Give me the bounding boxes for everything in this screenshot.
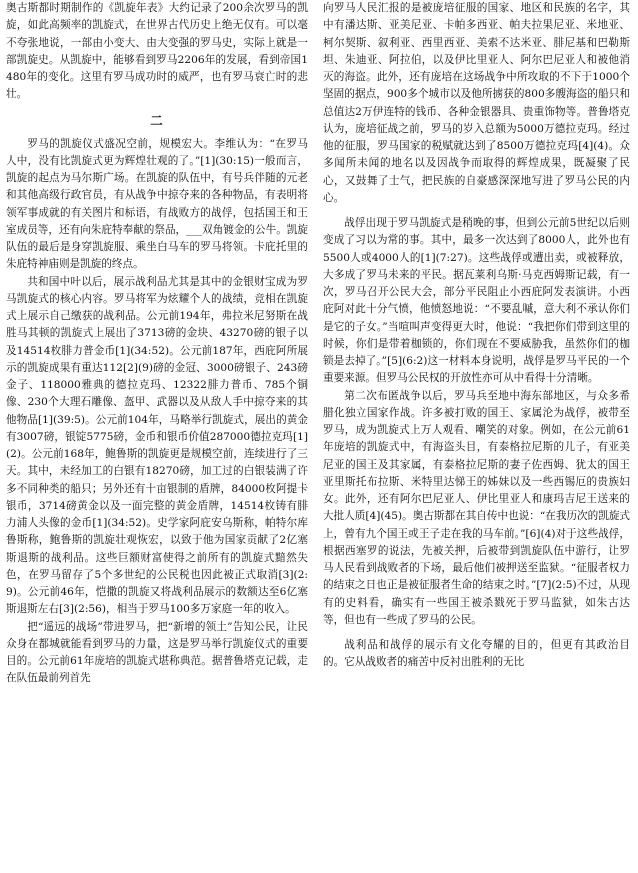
right-column: [323, 0, 630, 873]
political-purpose-paragraph: 战利品和战俘的展示有文化夸耀的目的，但更有其政治目的。它从战败者的痛苦中反衬出胜利的无比: [323, 639, 630, 669]
distant-battlefield-paragraph: 把“遥远的战场”带进罗马，把“新增的领土”告知公民，让民众身在都城就能看到罗马的力量，这是罗马举行凯旋仪式的重要目的。公元前61年庞培的凯旋式堪称典范。据普鲁塔克记载，走在队伍最前列首先: [6, 620, 308, 685]
conquered-nations-paragraph: 向罗马人民汇报的是被庞培征服的国家、地区和民族的名字，其中有潘达斯、亚美尼亚、卡帕多西亚、帕夫拉果尼亚、米地亚、柯尔契斯、叙利亚、西里西亚、美索不达米亚、腓尼基和巴勒斯坦、朱迪亚、阿拉伯，以及伊比里亚人、阿尔巴尼亚人和被他消灭的海盗。此外，还有庞培在这场战争中所攻取的不下于1000个坚固的据点，900多个城市以及他所掳获的800多艘海盗的船只和总值达2万伊连特的钱币、各种金银器具、贵重饰物等。普鲁塔克认为，庞培征战之前，罗马的岁入总额为5000万德拉克玛。经过他的征服，罗马国家的税赋就达到了8500万德拉克玛[4](4)。众多闻所未闻的地名以及因战争而取得的辉煌成果，既凝聚了民心，又鼓舞了士气，把民族的自豪感深深地写进了罗马公民的内心。: [323, 2, 630, 204]
left-column: [6, 0, 308, 873]
paragraph-gap: [323, 629, 630, 637]
spoils-paragraph: 共和国中叶以后，展示战利品尤其是其中的金银财宝成为罗马凯旋式的核心内容。罗马将军为炫耀个人的战绩，竞相在凯旋式上展示自己缴获的战利品。公元前194年，弗拉米尼努斯在战胜马其顿的凯旋式上展出了3713磅的金块、43270磅的银子以及14514枚腓力普金币[1](34:52)。公元前187年，西庇阿所展示的凯旋成果有重达112[2](9)磅的金冠、3000磅银子、243磅金子、118000雅典的德拉克玛、12322腓力普币、785个铜像、230个大理石雕像、盔甲、武器以及从敌人手中掠夺来的其他物品[1](39:5)。公元前104年，马略举行凯旋式，展出的黄金有3007磅，银锭5775磅，金币和银币价值287000德拉克玛[1](2)。公元前168年，鲍鲁斯的凯旋更是规模空前，连续进行了三天。其中，未经加工的白银有18270磅，加工过的白银装满了许多不同种类的船只；另外还有十亩银制的盾牌，84000枚阿提卡银币，3714磅黄金以及一面完整的黄金盾牌，14514枚铸有腓力浦人头像的金币[1](34:52)。史学家阿庇安乌斯称，帕特尔库鲁斯称，鲍鲁斯的凯旋壮观恢宏，以致于他为国家贡献了2亿塞斯退斯的战利品。这些巨额财富使得之前所有的凯旋式黯然失色，在罗马留存了5个多世纪的公民税也因此被正式取消[3](2:9)。公元前46年，恺撒的凯旋又将战利品展示的数额达至6亿塞斯退斯左右[3](2:56)，相当于罗马100多万家庭一年的收入。: [6, 275, 308, 616]
captive-kings-paragraph: 第二次布匿战争以后，罗马兵至地中海东部地区，与众多希腊化独立国家作战。许多被打败的国王、家属沦为战俘，被带至罗马，成为凯旋式上万人观看、嘲笑的对象。例如，在公元前61年庞培的凯旋式中，有海盗头目，有泰格拉尼斯的儿子，有亚美尼亚的国王及其家属，有泰格拉尼斯的妻子佐西姆、犹太的国王亚里斯托布拉斯、米特里达悌王的姊妹以及一些西锡厄的贵族妇女。此外，还有阿尔巴尼亚人、伊比里亚人和康玛吉尼王送来的大批人质[4](45)。奥古斯都在其自传中也说：“在我历次的凯旋式上，曾有九个国王或王子走在我的马车前。”[6](4)对于这些战俘，根据西塞罗的说法，先被关押，后被带到凯旋队伍中游行，让罗马人民看到战败者的下场，最后他们被押送至监狱。“征服者权力的结束之日也正是被征服者生命的结束之时。”[7](2:5)不过，从现有的史料看，确实有一些国王被杀戮死于罗马监狱，如朱古达等，但也有一些成了罗马的公民。: [323, 389, 630, 626]
section-heading: 二: [150, 112, 164, 128]
paragraph-gap: [323, 207, 630, 215]
triumph-ceremony-paragraph: 罗马的凯旋仪式盛况空前，规模宏大。李维认为：“在罗马人中，没有比凯旋式更为辉煌壮观的了。”[1](30:15)一般而言，凯旋的起点为马尔斯广场。在凯旋的队伍中，有号兵伴随的元老和其他高级行政官员，有从战争中掠夺来的各种物品，有表明将领军事成就的有关图片和标语，有战败方的战俘，包括国王和王室成员等，还有向朱庇特奉献的祭品，___双角镀金的公牛。凯旋队伍的最后是身穿凯旋服、乘坐白马车的罗马将领。卡庇托里的朱庇特神庙则是凯旋的终点。: [6, 137, 308, 271]
intro-paragraph: 奥古斯都时期制作的《凯旋年表》大约记录了200余次罗马的凯旋，如此高频率的凯旋式，在世界古代历史上绝无仅有。可以毫不夸张地说，一部由小变大、由大变强的罗马史，实际上就是一部凯旋史。从凯旋中，能够看到罗马2206年的发展，看到帝国1480年的变化。这里有罗马成功时的威严，也有罗马衰亡时的悲壮。: [6, 2, 308, 101]
captives-paragraph: 战俘出现于罗马凯旋式是稍晚的事，但到公元前5世纪以后则变成了习以为常的事。其中，最多一次达到了8000人，此外也有5500人或4000人的[1](7:27)。这些战俘或遭出卖，或被释放，大多成了罗马未来的平民。据瓦莱利乌斯·马克西姆斯记载，有一次，罗马召开公民大会，部分平民阻止小西庇阿发表演讲。小西庇阿对此十分气愤，他愤怒地说：“不要乱嘁，意大利不承认你们是它的子女。”当喧叫声变得更大时，他说：“我把你们带到这里的时候，你们是带着枷锁的，你们现在不要威胁我，虽然你们的枷锁是去掉了。”[5](6:2)这一材料本身说明，战俘是罗马平民的一个重要来源。但罗马公民权的开放性亦可从中看得十分清晰。: [323, 217, 630, 385]
